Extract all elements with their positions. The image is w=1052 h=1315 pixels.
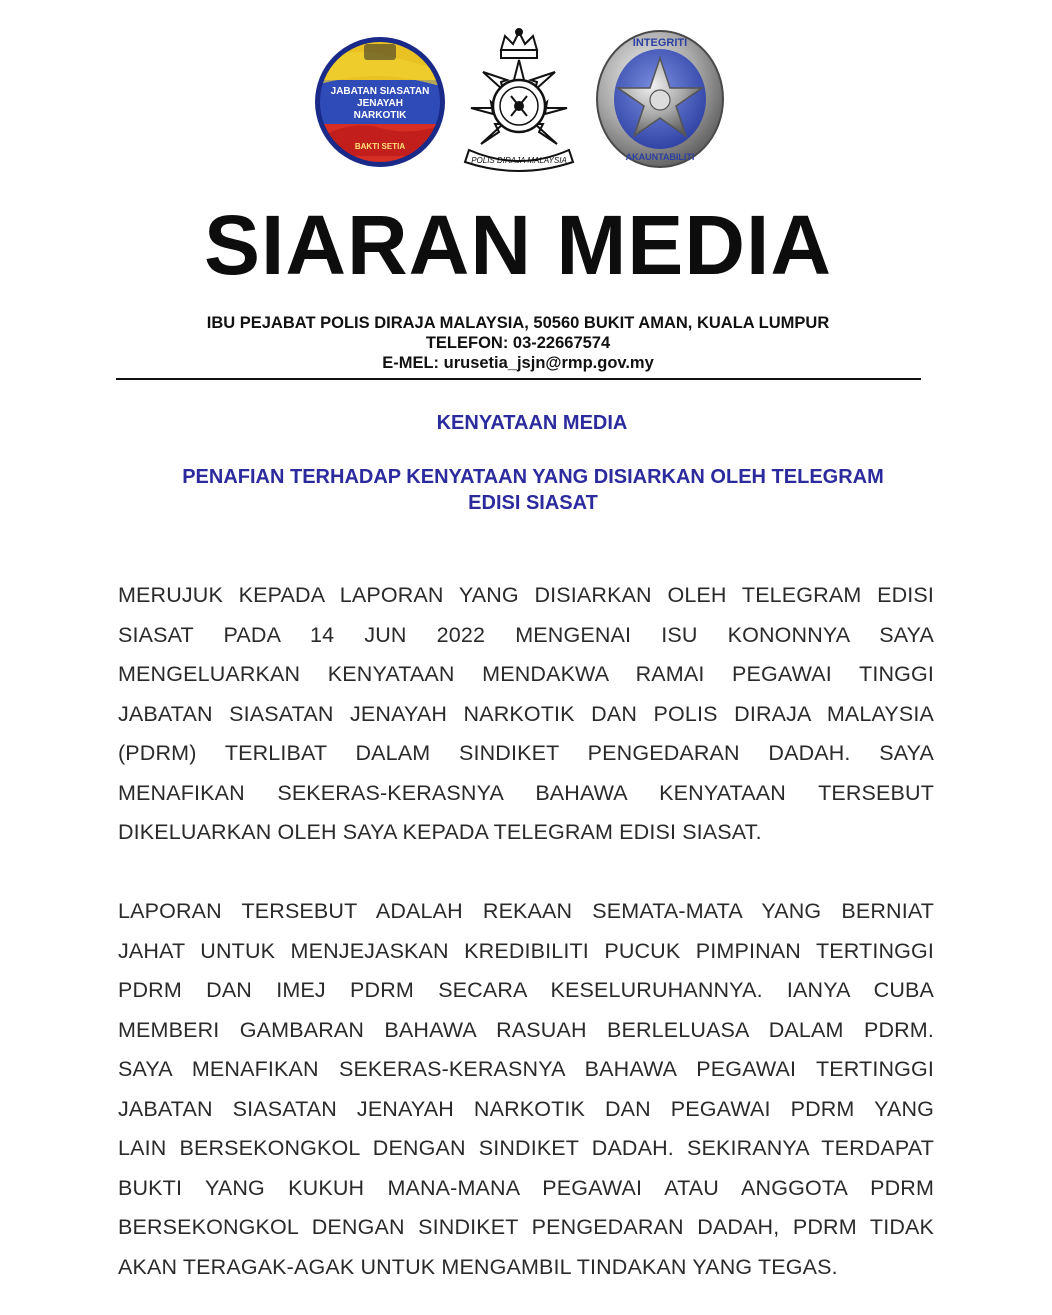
subject-line: PENAFIAN TERHADAP KENYATAAN YANG DISIARKAN OLEH TELEGRAM (182, 466, 884, 488)
jsjn-logo (314, 36, 446, 168)
statement-label: KENYATAAN MEDIA (436, 412, 628, 434)
pdrm-crest-motto: POLIS DIRAJA MALAYSIA (471, 156, 567, 165)
paragraph-line: JABATAN SIASATAN JENAYAH NARKOTIK DAN POLIS DIRAJA MALAYSIA (118, 701, 934, 726)
paragraph-line: (PDRM) TERLIBAT DALAM SINDIKET PENGEDARAN DADAH. SAYA (118, 741, 934, 765)
address-line: IBU PEJABAT POLIS DIRAJA MALAYSIA, 50560 BUKIT AMAN, KUALA LUMPUR (206, 314, 830, 332)
paragraph-line: PDRM DAN IMEJ PDRM SECARA KESELURUHANNYA. IANYA CUBA (118, 978, 934, 1002)
svg-text:NARKOTIK: NARKOTIK (353, 110, 407, 121)
paragraph-line: SAYA MENAFIKAN SEKERAS-KERASNYA BAHAWA PEGAWAI TERTINGGI (118, 1057, 934, 1081)
pdrm-crest-logo (455, 24, 583, 174)
paragraph-line: MEMBERI GAMBARAN BAHAWA RASUAH BERLELUASA DALAM PDRM. (118, 1017, 934, 1042)
contact-address (116, 313, 920, 373)
paragraph-line: MERUJUK KEPADA LAPORAN YANG DISIARKAN OLEH TELEGRAM EDISI (118, 583, 934, 607)
jsjn-logo-text: JABATAN SIASATAN (330, 86, 430, 97)
subject-line: EDISI SIASAT (468, 492, 598, 514)
paragraph-line: JABATAN SIASATAN JENAYAH NARKOTIK DAN PEGAWAI PDRM YANG (118, 1096, 934, 1121)
paragraph-line: LAPORAN TERSEBUT ADALAH REKAAN SEMATA-MATA YANG BERNIAT (118, 899, 934, 923)
paragraph-line: SIASAT PADA 14 JUN 2022 MENGENAI ISU KONONNYA SAYA (118, 622, 934, 647)
svg-text:JENAYAH: JENAYAH (357, 98, 403, 109)
logo-row (0, 14, 1052, 164)
paragraph-line: DIKELUARKAN OLEH SAYA KEPADA TELEGRAM EDISI SIASAT. (118, 820, 762, 844)
email-line: E-MEL: urusetia_jsjn@rmp.gov.my (382, 354, 654, 372)
body-paragraph-1 (118, 576, 934, 853)
header-divider (116, 378, 921, 380)
paragraph-line: AKAN TERAGAK-AGAK UNTUK MENGAMBIL TINDAKAN YANG TEGAS. (118, 1254, 838, 1279)
integrity-badge-bottom-text: AKAUNTABILITI (625, 152, 695, 162)
statement-subject (100, 464, 966, 516)
body-paragraph-2 (118, 892, 934, 1287)
paragraph-line: MENGELUARKAN KENYATAAN MENDAKWA RAMAI PEGAWAI TINGGI (118, 662, 934, 686)
paragraph-line: BUKTI YANG KUKUH MANA-MANA PEGAWAI ATAU ANGGOTA PDRM (118, 1175, 934, 1200)
jsjn-motto: BAKTI SETIA (354, 142, 406, 151)
integrity-badge-logo (594, 28, 726, 170)
paragraph-line: JAHAT UNTUK MENJEJASKAN KREDIBILITI PUCUK PIMPINAN TERTINGGI (118, 938, 934, 963)
paragraph-line: MENAFIKAN SEKERAS-KERASNYA BAHAWA KENYATAAN TERSEBUT (118, 780, 934, 805)
telephone-line: TELEFON: 03-22667574 (425, 334, 611, 352)
paragraph-line: LAIN BERSEKONGKOL DENGAN SINDIKET DADAH. SEKIRANYA TERDAPAT (118, 1136, 934, 1160)
page-title: SIARAN MEDIA (203, 198, 832, 292)
paragraph-line: BERSEKONGKOL DENGAN SINDIKET PENGEDARAN DADAH, PDRM TIDAK (118, 1215, 934, 1239)
integrity-badge-top-text: INTEGRITI (632, 37, 688, 49)
